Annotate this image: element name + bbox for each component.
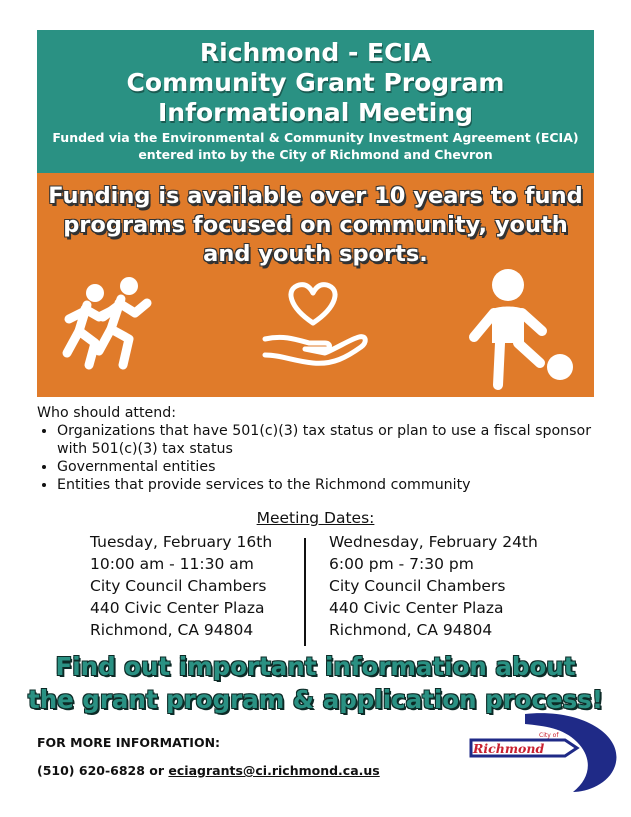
title-line-2: Community Grant Program: [126, 68, 505, 97]
meeting-left: [90, 531, 272, 641]
contact-label: FOR MORE INFORMATION:: [37, 735, 221, 750]
meeting-time: 6:00 pm - 7:30 pm: [329, 555, 474, 573]
meeting-venue: City Council Chambers: [329, 577, 506, 595]
list-item: • Organizations that have 501(c)(3) tax status or plan to use a fiscal sponsor with 501(c)(3) tax status: [57, 422, 597, 458]
funded-line-1: Funded via the Environmental & Community Investment Agreement (ECIA): [52, 130, 579, 145]
meeting-date: Tuesday, February 16th: [90, 533, 273, 551]
cta-line-2: the grant program & application process!: [28, 685, 603, 714]
funded-line-2: entered into by the City of Richmond and Chevron: [138, 147, 493, 162]
meeting-venue: City Council Chambers: [90, 577, 267, 595]
funding-banner: [37, 173, 594, 397]
contact-line: [37, 757, 380, 785]
list-item: • Governmental entities: [57, 458, 597, 476]
title-line-3: Informational Meeting: [157, 98, 474, 127]
richmond-logo: [465, 712, 625, 794]
list-item: • Entities that provide services to the Richmond community: [57, 476, 597, 494]
attendee-list: [37, 422, 597, 494]
or-text: or: [144, 763, 169, 778]
email-link[interactable]: eciagrants@ci.richmond.ca.us: [168, 763, 380, 778]
divider: [304, 538, 306, 646]
meeting-address: 440 Civic Center Plaza: [90, 599, 265, 617]
meeting-city: Richmond, CA 94804: [329, 621, 493, 639]
meeting-address: 440 Civic Center Plaza: [329, 599, 504, 617]
headline-line-2: programs focused on community, youth: [63, 212, 568, 238]
logo-city-of: City of: [539, 732, 559, 739]
meeting-city: Richmond, CA 94804: [90, 621, 254, 639]
meeting-time: 10:00 am - 11:30 am: [90, 555, 254, 573]
soccer-child-icon: [462, 267, 582, 397]
phone-number: (510) 620-6828: [37, 763, 145, 778]
heart-hand-icon: [253, 277, 373, 369]
who-should-attend: [37, 404, 597, 494]
meeting-dates-title: Meeting Dates:: [256, 509, 375, 527]
headline-line-1: Funding is available over 10 years to fund: [48, 183, 583, 209]
meeting-date: Wednesday, February 24th: [329, 533, 538, 551]
cta-line-1: Find out important information about: [55, 652, 576, 681]
runners-icon: [59, 273, 169, 373]
who-heading: Who should attend:: [37, 405, 177, 421]
meeting-right: [329, 531, 538, 641]
header-banner: [37, 30, 594, 173]
call-to-action: [0, 650, 631, 716]
title-line-1: Richmond - ECIA: [199, 38, 432, 67]
logo-name: Richmond: [473, 741, 545, 756]
headline-line-3: and youth sports.: [203, 241, 428, 267]
contact-info: [37, 729, 380, 785]
